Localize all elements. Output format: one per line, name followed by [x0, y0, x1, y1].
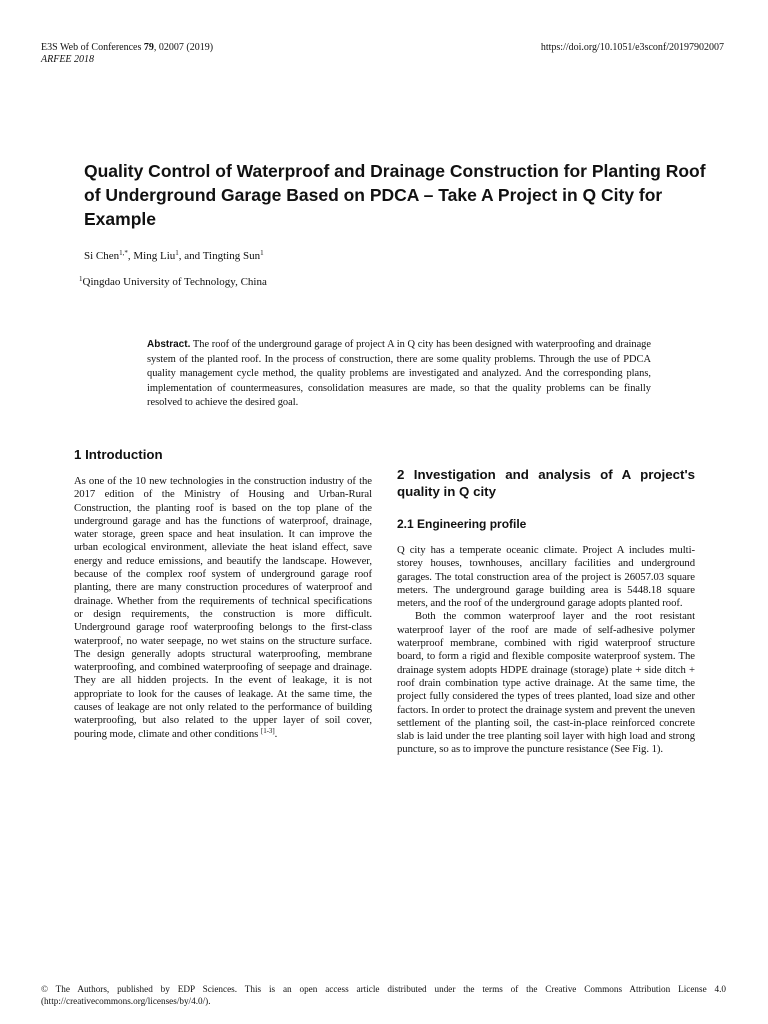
paragraph-text: As one of the 10 new technologies in the construction industry of the 2017 edition of the Ministry of Housing and Urban-Rural Construction, the planting roof is based on the top plane of the underground garage and has the functions of waterproof, drainage, water storage, green space and heat insulation. It can improve the urban ecological environment, alleviate the heat island effect, save energy and reduce emissions, and beautify the landscape. However, because of the complex roof system of underground garage roof planting, there are many construction procedures of waterproof and drainage. Whether from the requirements of technical specifications or design requirements, the construction is more difficult. Underground garage roof waterproofing belongs to the first-class waterproof, no water seepage, no wet stains on the structure surface. The design generally adopts structural waterproofing, membrane waterproofing, and combined waterproofing of seepage and drainage. They are all hidden projects. In the event of leakage, it is not appropriate to look for the causes of leakage. At the same time, the causes of leakage are not only related to the performance of building waterproofing, but also related to the upper layer of soil cover, pouring mode, climate and other conditions	[74, 475, 372, 740]
author-name: Tingting Sun	[202, 250, 261, 262]
engineering-profile-paragraph-2: Both the common waterproof layer and the root resistant waterproof layer of the roof are made of self-adhesive polymer waterproof membrane, combined with rigid waterproof structure board, to form a rigid and flexible composite waterproof system. The drainage system adopts HDPE drainage (storage) plate + side ditch + roof drain combination type active drainage. At the same time, the project fully considered the types of trees planted, load size and other factors. In order to protect the drainage system and prevent the uneven settlement of the planting soil, the cast-in-place reinforced concrete slab is laid under the tree planting soil layer with high load and strong puncture, so as to improve the puncture resistance (See Fig. 1).	[397, 610, 695, 756]
author-list	[84, 249, 264, 263]
abstract-label: Abstract.	[147, 339, 191, 350]
journal-citation	[41, 42, 213, 54]
paper-title: Quality Control of Waterproof and Drainage Construction for Planting Roof of Underground Garage Based on PDCA – Take A Project in Q City for Example	[84, 161, 706, 229]
engineering-profile-paragraph-1: Q city has a temperate oceanic climate. Project A includes multi-storey houses, townhouses, ancillary facilities and underground garages. The total construction area of the project is 26057.03 square meters. The underground garage building area is 5448.18 square meters, and the roof of the underground garage adopts planted roof.	[397, 544, 695, 610]
abstract-text: The roof of the underground garage of project A in Q city has been designed with waterproofing and drainage system of the planted roof. In the process of construction, there are some quality problems. Through the use of PDCA quality management cycle method, the quality problems are investigated and analyzed. And the corresponding plans, implementation of countermeasures, consolidation measures are made, so that the quality problems can be finally resolved to achieve the desired goal.	[147, 339, 651, 408]
author-name: Ming Liu	[133, 250, 176, 262]
license-statement: © The Authors, published by EDP Sciences. This is an open access article distributed under the terms of the Creative Commons Attribution License 4.0	[41, 984, 726, 994]
author-separator: , and	[178, 250, 203, 262]
affiliation-mark: 1	[79, 275, 83, 283]
affiliation-text: Qingdao University of Technology, China	[82, 276, 267, 288]
right-column	[397, 466, 695, 757]
doi-link[interactable]: https://doi.org/10.1051/e3sconf/20197902007	[540, 42, 724, 53]
paragraph-end: .	[274, 727, 278, 740]
section-heading-introduction: 1 Introduction	[74, 447, 163, 462]
section-heading-investigation: 2 Investigation and analysis of A project's quality in Q city	[397, 467, 695, 499]
left-column	[74, 446, 372, 741]
conference-name: ARFEE 2018	[41, 54, 95, 65]
running-header-left	[41, 42, 213, 66]
author-affiliation-mark: 1	[260, 249, 264, 257]
license-url[interactable]: (http://creativecommons.org/licenses/by/4.0/).	[41, 996, 211, 1006]
author-affiliation-mark: 1,*	[119, 249, 128, 257]
introduction-paragraph	[74, 475, 372, 741]
author-name: Si Chen	[84, 250, 120, 262]
abstract	[147, 338, 651, 411]
citation-reference[interactable]: [1-3]	[260, 726, 275, 735]
journal-name: E3S Web of Conferences	[41, 42, 142, 53]
journal-volume: 79	[143, 42, 154, 53]
article-number-year: , 02007 (2019)	[153, 42, 214, 53]
author-separator: ,	[127, 250, 134, 262]
author-affiliation-mark: 1	[175, 249, 179, 257]
subsection-heading-engineering-profile: 2.1 Engineering profile	[397, 517, 527, 531]
license-footer	[41, 983, 726, 1007]
affiliation	[79, 275, 267, 289]
